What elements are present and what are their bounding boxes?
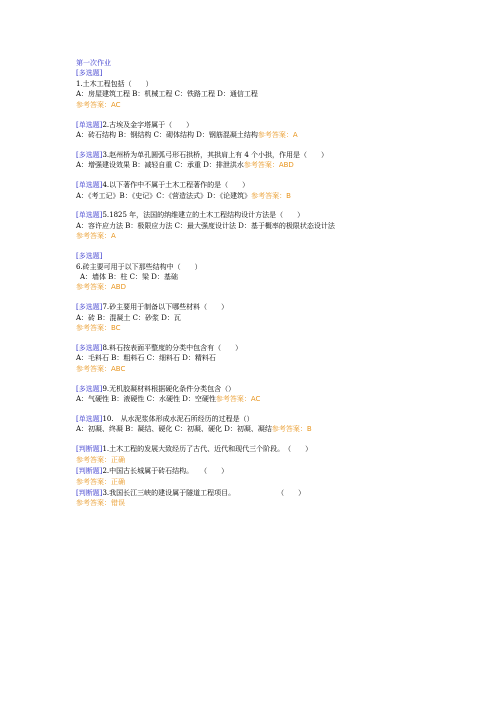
question-stem: 2.中国古长城属于砖石结构。 （ ） xyxy=(102,467,229,476)
question-stem: 2.古埃及金字塔属于（ ） xyxy=(102,120,194,129)
question-type: [多选题] xyxy=(76,69,103,78)
page-title: 第一次作业 xyxy=(76,59,111,67)
question-type: [多选题] xyxy=(76,303,103,312)
reference-answer: 参考答案：BC xyxy=(76,324,121,333)
question-options: A：毛料石 B：粗料石 C：细料石 D：精料石 xyxy=(76,354,216,363)
question-stem: 3.赵州桥为单孔圆弧弓形石拱桥，其拱肩上有 4 个小拱，作用是（ ） xyxy=(102,150,329,159)
reference-answer: 参考答案：ABD xyxy=(76,283,126,292)
question-stem: 3.我国长江三峡的建设属于隧道工程项目。 （ ） xyxy=(102,489,306,497)
question-stem: 1.土木工程包括（ ） xyxy=(76,79,153,88)
reference-answer: 参考答案：正确 xyxy=(76,477,125,486)
question-1 xyxy=(76,68,456,110)
reference-answer: 参考答案：B xyxy=(251,191,291,200)
reference-answer: 参考答案：A xyxy=(257,130,298,139)
question-options: A：《考工记》B：《史记》C：《营造法式》D：《论建筑》 xyxy=(76,191,252,200)
question-stem: 8.料石按表面平整度的分类中包含有（ ） xyxy=(102,344,243,353)
question-options: A：房屋建筑工程 B：机械工程 C：铁路工程 D：通信工程 xyxy=(76,90,258,99)
question-type: [单选题] xyxy=(76,181,103,190)
question-options: A：墙体 B：柱 C：梁 D：基础 xyxy=(80,273,178,281)
question-8 xyxy=(76,343,456,374)
question-options: A：砖石结构 B：钢结构 C：砌体结构 D：钢筋混凝土结构 xyxy=(76,130,258,139)
question-type: [单选题] xyxy=(76,120,103,129)
question-6 xyxy=(76,251,456,293)
reference-answer: 参考答案：AC xyxy=(76,100,121,109)
question-type: [多选题] xyxy=(76,344,103,353)
question-7 xyxy=(76,302,456,333)
question-stem: 10. 从水泥浆体形成水泥石所经历的过程是（） xyxy=(102,415,254,424)
question-stem: 7.砂主要用于制备以下哪些材料（ ） xyxy=(102,303,229,312)
question-type: [多选题] xyxy=(76,384,103,393)
question-options: A：气硬性 B：液硬性 C：水硬性 D：空硬性 xyxy=(76,395,216,404)
question-options: A：增强建设效果 B：减轻自重 C：承重 D：排泄洪水 xyxy=(76,161,244,170)
reference-answer: 参考答案：A xyxy=(76,232,116,241)
question-options: A：砖 B：混凝土 C：砂浆 D：瓦 xyxy=(76,313,181,322)
question-stem: 6.砖主要可用于以下那些结构中（ ） xyxy=(76,262,202,271)
question-type: [多选题] xyxy=(76,150,103,159)
question-9 xyxy=(76,384,456,405)
question-type: [判断题] xyxy=(76,445,103,454)
question-stem: 5.1825 年，法国的纳维建立的土木工程结构设计方法是（ ） xyxy=(102,211,305,220)
question-stem: 1.土木工程的发展大致经历了古代、近代和现代三个阶段。 （ ） xyxy=(102,445,313,454)
question-4 xyxy=(76,180,456,201)
judgement-question-3 xyxy=(76,488,456,509)
reference-answer: 参考答案：ABD xyxy=(243,161,294,170)
judgement-question-2 xyxy=(76,466,456,487)
question-2 xyxy=(76,120,456,141)
question-type: [单选题] xyxy=(76,211,103,220)
question-type: [判断题] xyxy=(76,467,103,476)
reference-answer: 参考答案：B xyxy=(271,425,312,434)
question-options: A：容许应力法 B：极限应力法 C：最大强度设计法 D：基于概率的极限状态设计法 xyxy=(76,221,335,230)
reference-answer: 参考答案：正确 xyxy=(76,455,125,464)
question-type: [多选题] xyxy=(76,252,103,261)
reference-answer: 参考答案：错误 xyxy=(76,499,125,508)
question-options: A：初凝、终凝 B：凝结、硬化 C：初凝、硬化 D：初凝、凝结 xyxy=(76,425,272,434)
question-stem: 9.无机胶凝材料根据硬化条件分类包含（） xyxy=(102,384,236,393)
reference-answer: 参考答案：ABC xyxy=(76,364,126,373)
question-3 xyxy=(76,150,456,171)
question-10 xyxy=(76,414,456,435)
question-type: [判断题] xyxy=(76,489,103,497)
reference-answer: 参考答案：AC xyxy=(215,395,261,404)
question-stem: 4.以下著作中不属于土木工程著作的是（ ） xyxy=(102,181,250,190)
question-type: [单选题] xyxy=(76,415,103,424)
judgement-question-1 xyxy=(76,444,456,465)
question-5 xyxy=(76,210,456,241)
